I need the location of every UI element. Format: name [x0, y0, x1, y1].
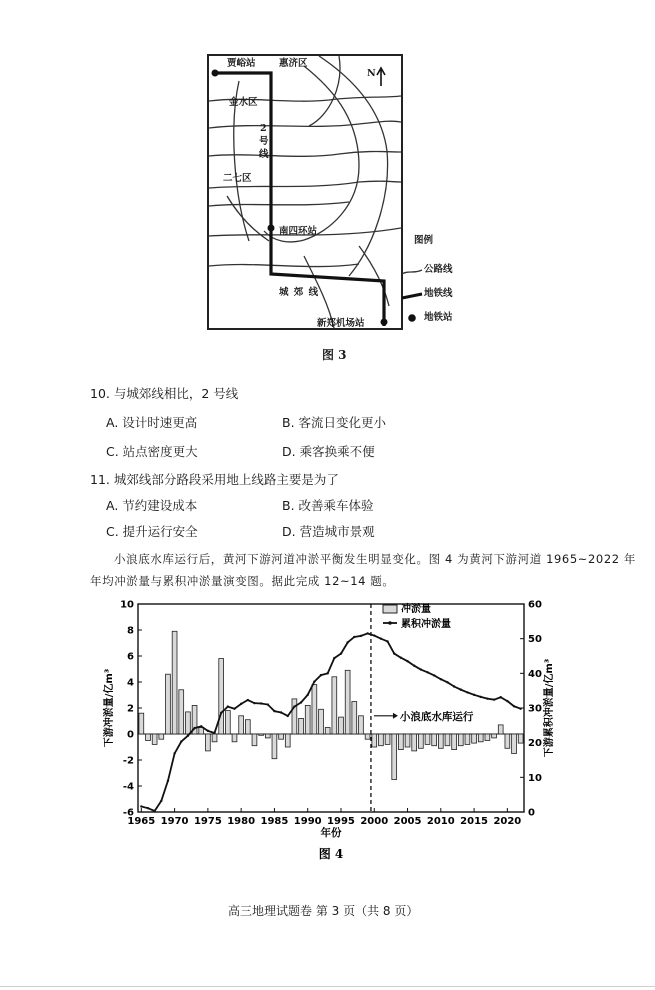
bar-1993 [325, 728, 330, 735]
bar-1986 [279, 734, 284, 739]
y-right-tick-label: 60 [528, 599, 542, 611]
x-tick-label: 2015 [460, 816, 489, 827]
question-11-option-d: D. 营造城市景观 [282, 524, 375, 539]
page-footer: 高三地理试题卷 第 3 页（共 8 页） [228, 904, 419, 918]
bar-1976 [212, 734, 217, 742]
metro-map [207, 54, 403, 330]
cumulative-point-2022 [519, 707, 521, 709]
bar-2019 [498, 725, 503, 734]
y-left-tick-label: 4 [127, 677, 134, 689]
x-axis-title: 年份 [320, 827, 342, 839]
bar-1967 [152, 734, 157, 744]
cumulative-point-1993 [326, 672, 328, 674]
bar-1969 [166, 674, 171, 734]
bar-2005 [405, 734, 410, 747]
bar-2004 [398, 734, 403, 750]
question-10-option-a: A. 设计时速更高 [106, 415, 198, 430]
station-jiahe [212, 70, 219, 77]
question-11-stem: 11. 城郊线部分路段采用地上线路主要是为了 [90, 472, 339, 487]
legend-symbols [400, 262, 426, 322]
figure4-caption: 图 4 [318, 847, 344, 861]
x-tick-label: 2020 [493, 816, 522, 827]
y-left-tick-label: 0 [127, 729, 134, 741]
cumulative-point-1974 [200, 725, 202, 727]
bar-2013 [458, 734, 463, 746]
bar-1984 [265, 734, 270, 738]
y-right-tick-label: 0 [528, 807, 535, 819]
legend-road-symbol [402, 270, 422, 274]
label-erqi-district: 二七区 [223, 173, 252, 184]
bar-2010 [438, 734, 443, 748]
label-line2-a: 2 [260, 123, 267, 134]
bar-2002 [385, 734, 390, 744]
legend-line-point [388, 621, 392, 625]
bar-1978 [225, 711, 230, 734]
cumulative-point-1970 [173, 752, 175, 754]
cumulative-point-2006 [413, 665, 415, 667]
x-tick-label: 1970 [160, 816, 189, 827]
y-left-tick-label: 10 [120, 599, 134, 611]
legend-road: 公路线 [424, 264, 453, 275]
cumulative-point-2017 [486, 697, 488, 699]
y-right-tick-label: 20 [528, 738, 542, 750]
cumulative-point-1996 [346, 641, 348, 643]
cumulative-point-2015 [473, 694, 475, 696]
cumulative-point-2016 [480, 696, 482, 698]
cumulative-point-1973 [193, 727, 195, 729]
legend-metro-symbol [402, 294, 422, 298]
road-line [209, 202, 349, 206]
cumulative-point-1995 [340, 652, 342, 654]
cumulative-point-1999 [366, 632, 368, 634]
bar-1985 [272, 734, 277, 759]
label-huiji-district: 惠济区 [279, 58, 308, 69]
cumulative-point-2021 [513, 705, 515, 707]
cumulative-point-1991 [313, 680, 315, 682]
legend-bar-label: 冲淤量 [401, 604, 431, 615]
cumulative-point-1981 [247, 699, 249, 701]
cumulative-point-2011 [446, 681, 448, 683]
label-chengjiao-line: 城 郊 线 [279, 287, 320, 298]
bar-1975 [205, 734, 210, 751]
y-right-tick-label: 40 [528, 668, 542, 680]
cumulative-point-1977 [220, 712, 222, 714]
bar-1998 [359, 716, 364, 734]
bar-2001 [379, 734, 384, 746]
label-airport-station: 新郑机场站 [317, 318, 365, 329]
cumulative-point-1992 [320, 674, 322, 676]
cumulative-point-1979 [233, 707, 235, 709]
cumulative-point-1976 [213, 732, 215, 734]
road-line [209, 121, 401, 128]
x-tick-label: 2005 [393, 816, 422, 827]
bar-2003 [392, 734, 397, 780]
cumulative-point-1966 [147, 807, 149, 809]
bar-1999 [365, 734, 370, 739]
cumulative-point-2018 [493, 698, 495, 700]
x-tick-label: 1975 [193, 816, 222, 827]
bar-1995 [339, 717, 344, 734]
annotation-label: 小浪底水库运行 [399, 710, 474, 723]
cumulative-point-1969 [167, 780, 169, 782]
bar-2014 [465, 734, 470, 744]
cumulative-point-1980 [240, 703, 242, 705]
bar-1991 [312, 685, 317, 734]
y-left-tick-label: 2 [127, 703, 134, 715]
bar-1980 [239, 716, 244, 734]
cumulative-point-2013 [460, 688, 462, 690]
x-tick-label: 1990 [293, 816, 322, 827]
legend-metro: 地铁线 [424, 288, 453, 299]
cumulative-point-2001 [380, 637, 382, 639]
cumulative-point-2008 [426, 671, 428, 673]
cumulative-point-1986 [280, 711, 282, 713]
cumulative-point-1967 [153, 810, 155, 812]
bar-2011 [445, 734, 450, 746]
cumulative-point-2000 [373, 634, 375, 636]
bar-1997 [352, 702, 357, 735]
cumulative-point-2005 [406, 660, 408, 662]
question-10-option-d: D. 乘客换乘不便 [282, 444, 375, 459]
bar-1977 [219, 659, 224, 734]
cumulative-point-1982 [253, 702, 255, 704]
cumulative-point-1990 [307, 694, 309, 696]
x-tick-label: 1980 [227, 816, 256, 827]
bar-1968 [159, 734, 164, 739]
cumulative-point-1971 [180, 740, 182, 742]
x-tick-label: 1985 [260, 816, 289, 827]
bar-1987 [285, 734, 290, 747]
cumulative-point-1984 [267, 703, 269, 705]
question-10-option-b: B. 客流日变化更小 [282, 415, 387, 430]
x-tick-label: 1965 [127, 816, 156, 827]
station-nansihuan [268, 225, 275, 232]
y-left-tick-label: 6 [127, 651, 134, 663]
bar-1971 [179, 690, 184, 734]
bar-1996 [345, 670, 350, 734]
bar-2017 [485, 734, 490, 741]
question-11-option-c: C. 提升运行安全 [106, 524, 198, 539]
bar-2018 [492, 734, 497, 738]
bar-1992 [319, 709, 324, 734]
x-tick-label: 2000 [360, 816, 389, 827]
bar-1970 [172, 631, 177, 734]
question-10-option-c: C. 站点密度更大 [106, 444, 198, 459]
y-left-tick-label: -6 [122, 807, 134, 819]
road-line [309, 56, 340, 126]
y-left-tick-label: -4 [122, 781, 134, 793]
sediment-chart [100, 590, 570, 862]
legend-bar-symbol [383, 605, 397, 613]
cumulative-point-1978 [227, 705, 229, 707]
cumulative-point-1997 [353, 636, 355, 638]
bar-1989 [299, 718, 304, 734]
cumulative-point-1968 [160, 800, 162, 802]
bottom-divider [0, 986, 655, 987]
cumulative-point-2002 [386, 640, 388, 642]
bar-1983 [259, 734, 264, 735]
bar-1972 [186, 712, 191, 734]
y-right-axis-title: 下游累积冲淤量/亿m³ [544, 658, 555, 758]
x-tick-label: 1995 [327, 816, 355, 827]
y-right-tick-label: 10 [528, 772, 542, 784]
label-line2-b: 号 [259, 136, 269, 147]
y-left-axis-title: 下游冲淤量/亿m³ [104, 668, 115, 748]
annotation-arrow-head [393, 713, 398, 719]
legend-title: 图例 [414, 235, 434, 246]
cumulative-point-2003 [393, 652, 395, 654]
label-line2-c: 线 [259, 149, 269, 160]
y-left-tick-label: -2 [122, 755, 134, 767]
y-right-tick-label: 30 [528, 703, 542, 715]
question-10-stem: 10. 与城郊线相比，2 号线 [90, 386, 239, 401]
bar-2006 [412, 734, 417, 751]
cumulative-point-2004 [400, 657, 402, 659]
bar-1966 [146, 734, 151, 741]
bar-1988 [292, 699, 297, 734]
cumulative-point-2014 [466, 691, 468, 693]
question-11-option-b: B. 改善乘车体验 [282, 498, 374, 513]
bar-2020 [505, 734, 510, 748]
cumulative-point-2020 [506, 700, 508, 702]
bar-1979 [232, 734, 237, 742]
metro-line-chengjiao [271, 228, 384, 326]
legend-station-symbol [408, 314, 416, 322]
bar-2009 [432, 734, 437, 746]
north-arrow-icon [377, 68, 385, 86]
label-nansihuan-station: 南四环站 [279, 226, 318, 237]
cumulative-point-1988 [293, 705, 295, 707]
station-airport [381, 319, 388, 326]
bar-2015 [472, 734, 477, 743]
bar-2016 [478, 734, 483, 742]
cumulative-point-2010 [440, 678, 442, 680]
bar-1990 [305, 705, 310, 734]
passage-line-1: 小浪底水库运行后，黄河下游河道冲淤平衡发生明显变化。图 4 为黄河下游河道 1965~2022 年 [114, 552, 637, 566]
figure3-caption: 图 3 [322, 348, 347, 362]
bar-1994 [332, 677, 337, 734]
cumulative-point-1972 [187, 735, 189, 737]
question-11-option-a: A. 节约建设成本 [106, 498, 198, 513]
y-left-tick-label: 8 [127, 625, 134, 637]
cumulative-point-1987 [287, 715, 289, 717]
bar-2008 [425, 734, 430, 744]
y-right-tick-label: 50 [528, 634, 542, 646]
cumulative-point-1985 [273, 710, 275, 712]
bar-1981 [245, 720, 250, 734]
cumulative-point-1965 [140, 805, 142, 807]
cumulative-point-2012 [453, 685, 455, 687]
label-jinshui-district: 金水区 [229, 97, 258, 108]
bar-1982 [252, 734, 257, 746]
cumulative-point-1998 [360, 635, 362, 637]
bar-2000 [372, 734, 377, 747]
legend-station: 地铁站 [424, 312, 453, 323]
x-tick-label: 2010 [426, 816, 455, 827]
cumulative-point-1983 [260, 702, 262, 704]
cumulative-point-1975 [207, 730, 209, 732]
bar-2022 [518, 734, 523, 743]
bar-2007 [418, 734, 423, 748]
cumulative-point-1994 [333, 657, 335, 659]
cumulative-point-1989 [300, 701, 302, 703]
cumulative-point-2009 [433, 674, 435, 676]
road-line [209, 152, 401, 157]
bar-2021 [512, 734, 517, 754]
label-jiahe-station: 贾峪站 [227, 58, 256, 69]
passage-line-2: 年均冲淤量与累积冲淤量演变图。据此完成 12~14 题。 [90, 574, 395, 588]
road-line [209, 264, 359, 267]
legend-line-label: 累积冲淤量 [401, 619, 451, 630]
cumulative-point-2019 [500, 696, 502, 698]
bar-1965 [139, 713, 144, 734]
bar-2012 [452, 734, 457, 750]
cumulative-point-2007 [420, 668, 422, 670]
label-north: N [367, 68, 376, 79]
